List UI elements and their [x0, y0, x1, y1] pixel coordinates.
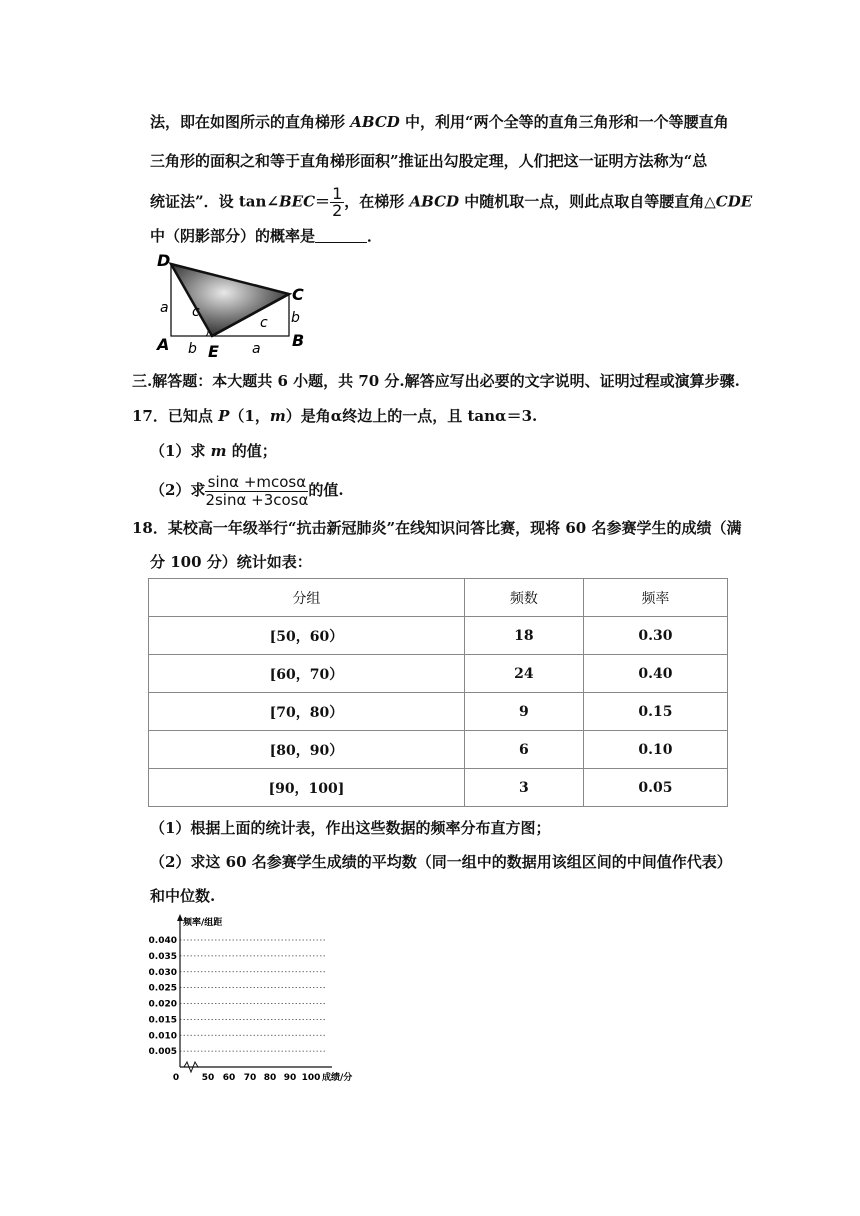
- x-tick-label: 80: [263, 1073, 277, 1083]
- x-tick-label: 70: [243, 1073, 257, 1083]
- q18-part-2-line-1: （2）求这 60 名参赛学生成绩的平均数（同一组中的数据用该组区间的中间值作代表）: [150, 853, 732, 871]
- q18-part-1: （1）根据上面的统计表，作出这些数据的频率分布直方图；: [150, 819, 551, 837]
- intro-line-2: 三角形的面积之和等于直角梯形面积”推证出勾股定理，人们把这一证明方法称为“总: [150, 152, 708, 170]
- fraction-one-half: $\frac{1}{2}$: [332, 184, 343, 220]
- y-tick-label: 0.020: [148, 999, 177, 1010]
- table-cell: 0.10: [583, 731, 727, 769]
- table-cell: 6: [464, 731, 583, 769]
- label-c-right: c: [260, 315, 268, 331]
- y-tick-label: 0.005: [148, 1047, 177, 1058]
- table-cell: [80，90）: [149, 731, 465, 769]
- table-cell: [70，80）: [149, 693, 465, 731]
- histogram-axes: [140, 912, 390, 1084]
- q17-fraction: $\frac{\sin\alpha +mcos\alpha}{2\sin\alpha +3\cos\alpha}$: [205, 472, 309, 509]
- table-cell: 0.15: [583, 693, 727, 731]
- table-row: [149, 655, 728, 693]
- x-tick-label: 0: [172, 1073, 180, 1083]
- label-c-left: c: [192, 304, 200, 320]
- table-header-row: [149, 579, 728, 617]
- intro-line-3: 统证法”．设 tan∠BEC＝ $\frac{1}{2}$ ，在梯形 ABCD 中随机取一点，则此点取自等腰直角△CDE: [150, 184, 753, 220]
- q18-part-2-line-2: 和中位数.: [150, 887, 216, 905]
- label-C: C: [292, 285, 304, 304]
- y-axis-label: 频率/组距: [183, 918, 223, 928]
- label-E: E: [208, 342, 219, 361]
- y-tick-label: 0.040: [148, 936, 177, 946]
- label-B: B: [292, 331, 305, 350]
- x-tick-label: 100: [301, 1073, 321, 1083]
- label-b-right: b: [291, 310, 300, 326]
- label-b-bottom: b: [188, 341, 197, 357]
- q17-stem: 17．已知点 P（1，m）是角α终边上的一点，且 tanα＝3.: [132, 407, 538, 425]
- table-row: [149, 617, 728, 655]
- table-cell: 18: [464, 617, 583, 655]
- table-header: 频率: [583, 579, 727, 617]
- table-header: 频数: [464, 579, 583, 617]
- q17-part-2: （2）求 $\frac{\sin\alpha +mcos\alpha}{2\sin\alpha +3\cos\alpha}$ 的值.: [150, 472, 344, 509]
- label-a-bottom: a: [252, 341, 261, 357]
- y-tick-label: 0.010: [148, 1031, 177, 1042]
- intro-line-4: 中（阴影部分）的概率是 ．: [150, 227, 383, 245]
- table-cell: [90，100]: [149, 769, 465, 807]
- x-tick-label: 60: [222, 1073, 236, 1083]
- table-cell: 0.40: [583, 655, 727, 693]
- y-tick-label: 0.035: [148, 951, 177, 962]
- answer-blank[interactable]: [315, 228, 367, 243]
- y-tick-label: 0.030: [148, 967, 177, 978]
- table-cell: 3: [464, 769, 583, 807]
- label-a-left: a: [160, 300, 169, 316]
- y-tick-label: 0.025: [148, 983, 177, 994]
- table-cell: 0.30: [583, 617, 727, 655]
- y-tick-label: 0.015: [148, 1015, 177, 1026]
- table-row: [149, 731, 728, 769]
- label-D: D: [157, 251, 171, 270]
- trapezoid-figure: [148, 250, 318, 362]
- table-cell: [50，60）: [149, 617, 465, 655]
- table-cell: [60，70）: [149, 655, 465, 693]
- x-tick-label: 90: [283, 1073, 297, 1083]
- q18-stem-2: 分 100 分）统计如表：: [150, 553, 312, 571]
- table-row: [149, 769, 728, 807]
- table-cell: 9: [464, 693, 583, 731]
- x-tick-label: 50: [201, 1073, 215, 1083]
- label-A: A: [157, 335, 170, 354]
- q18-stem-1: 18．某校高一年级举行“抗击新冠肺炎”在线知识问答比赛，现将 60 名参赛学生的成绩（满: [132, 519, 742, 537]
- frequency-table: [148, 578, 728, 807]
- table-cell: 0.05: [583, 769, 727, 807]
- q17-part-1: （1）求 m 的值；: [150, 442, 277, 460]
- table-row: [149, 693, 728, 731]
- section-3-heading: 三.解答题：本大题共 6 小题，共 70 分.解答应写出必要的文字说明、证明过程或演算步骤.: [132, 372, 740, 390]
- table-cell: 24: [464, 655, 583, 693]
- x-axis-label: 成绩/分: [322, 1073, 353, 1083]
- intro-line-1: 法，即在如图所示的直角梯形 ABCD 中，利用“两个全等的直角三角形和一个等腰直角: [150, 113, 729, 131]
- table-header: 分组: [149, 579, 465, 617]
